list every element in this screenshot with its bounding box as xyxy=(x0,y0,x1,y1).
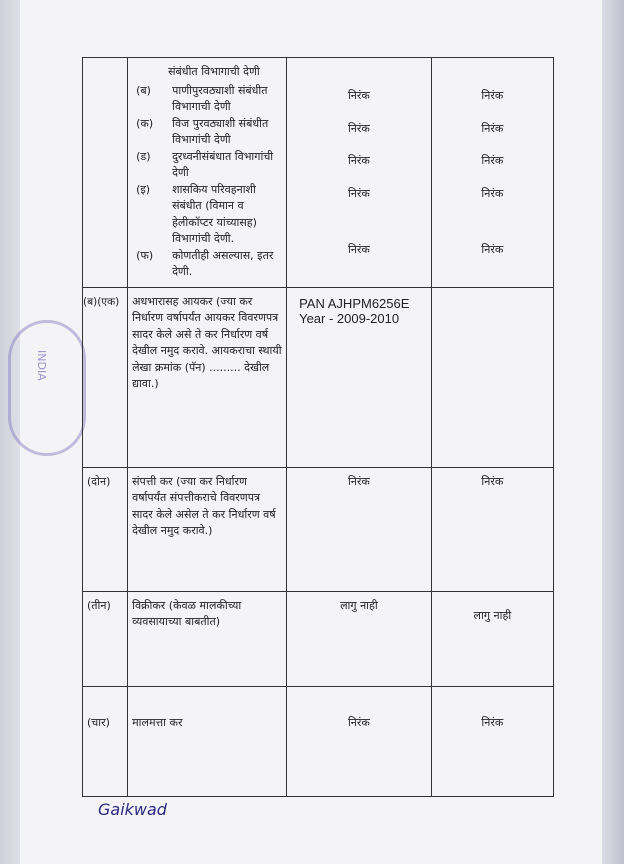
liabilities-table xyxy=(82,57,554,797)
assessment-year: Year - 2009-2010 xyxy=(299,310,400,326)
stamp-text: INDIA xyxy=(35,350,48,381)
row-heading: संबंधीत विभागाची देणी xyxy=(168,65,260,78)
signature: Gaikwad xyxy=(98,800,167,819)
table-row: संबंधीत विभागाची देणी (ब) पाणीपुरवठ्याशी संबंधीत विभागाची देणी (क) विज पुरवठ्याशी संबंधीत विभागांची देणी (ड) दुरध्वनीसंबंधात विभागांची देणी (इ) शासकिय परिवहनाशी संबंधीत (विमान व हेलीकॉप्टर यांच्यासह) विभागांची देणी. (फ) कोणतीही असल्यास, इतर देणी. निरंक निरंक निरंक निरंक निरंक निरंक निरंक निरंक निरंक निरंक xyxy=(83,58,554,288)
page-edge xyxy=(602,0,624,864)
table-row: (तीन) विक्रीकर (केवळ मालकीच्या व्यवसायाच्या बाबतीत) लागु नाही लागु नाही xyxy=(83,591,554,686)
notary-stamp xyxy=(8,320,86,456)
table-row: (चार) मालमत्ता कर निरंक निरंक xyxy=(83,686,554,796)
table-row: (ब)(एक) अधभारासह आयकर (ज्या कर निर्धारण वर्षापर्यंत आयकर विवरणपत्र सादर केले असे ते कर निर्धारण वर्ष देखील नमुद करावे. आयकराचा स्थायी लेखा क्रमांक (पॅन) ......... देखील द्यावा.) PAN AJHPM6256E Year - 2009-2010 xyxy=(83,287,554,467)
pan-number: PAN AJHPM6256E xyxy=(299,295,410,311)
table-row: (दोन) संपत्ती कर (ज्या कर निर्धारण वर्षापर्यंत संपत्तीकराचे विवरणपत्र सादर केले असेल ते कर निर्धारण वर्ष देखील नमुद करावे.) निरंक निरंक xyxy=(83,467,554,591)
